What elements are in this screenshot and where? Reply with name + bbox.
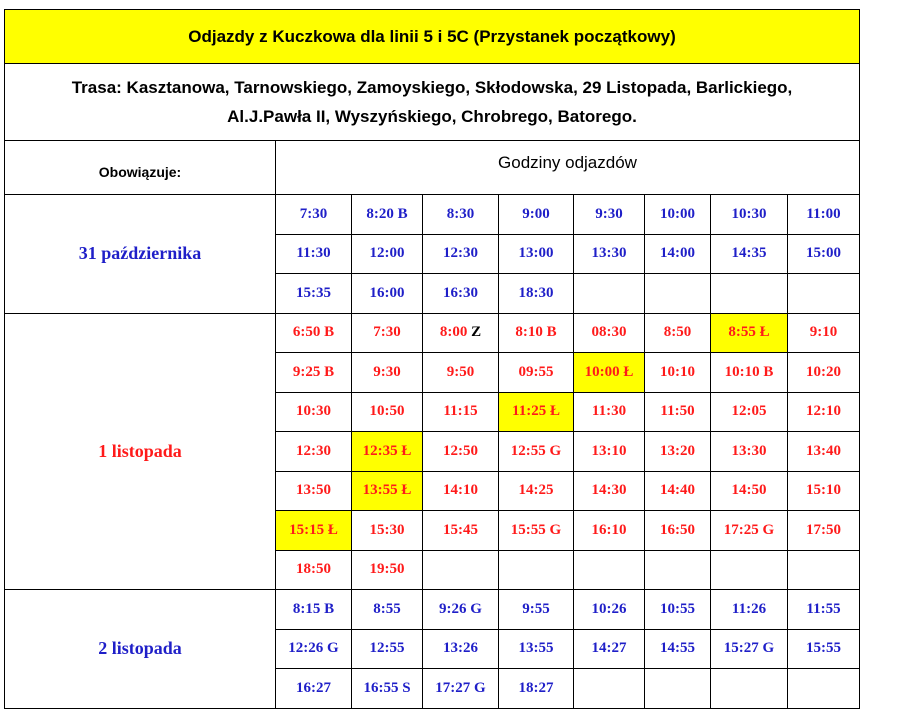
departure-time [352,629,423,669]
empty-cell [499,550,574,590]
departure-time-text: 10:30 [731,205,767,222]
departure-time-text: 14:35 [731,245,767,262]
departure-time-text: 7:30 [299,205,328,222]
timetable [4,9,860,709]
departure-time-text: 14:27 [591,640,627,657]
departure-time [423,669,499,709]
departure-time-text: 11:50 [660,403,695,420]
departure-time [711,234,788,274]
header-row [5,141,860,195]
departure-time-text: 13:55 [518,640,554,657]
departure-row [5,313,860,353]
departure-time [352,471,423,511]
departure-time [423,432,499,472]
departure-time-text: 15:27 G [723,640,775,657]
departure-time-text: 9:00 [522,205,550,222]
departure-time-text: 11:55 [806,600,841,617]
departure-time-text: 14:10 [443,482,478,499]
empty-cell [423,550,499,590]
departure-time-text: 13:10 [591,442,627,459]
departure-time [352,550,423,590]
departure-time [499,669,574,709]
departure-time [423,629,499,669]
departure-time [788,392,860,432]
departure-time [788,234,860,274]
departure-time-text: 9:10 [809,324,838,341]
departure-time [499,590,574,630]
empty-cell [645,669,711,709]
departure-time [423,590,499,630]
departure-time-text: 12:30 [443,245,478,262]
departure-time [574,195,645,235]
departure-time-text: 11:00 [806,205,841,222]
route-row [5,64,860,141]
departure-time-text: 13:50 [296,482,331,499]
departure-time-text: 10:20 [806,363,841,380]
departure-time [574,432,645,472]
departure-time [499,629,574,669]
departure-time-text: 14:40 [660,482,695,499]
departure-time-text: 09:55 [518,363,554,380]
empty-cell [574,274,645,314]
departure-time [788,511,860,551]
departure-time [711,392,788,432]
departure-time [423,511,499,551]
departure-time [352,511,423,551]
departure-time [499,274,574,314]
departure-time [645,353,711,393]
departure-time-text: 14:30 [591,482,627,499]
departure-time [574,590,645,630]
departure-time-text: 18:27 [518,679,554,696]
departure-time [574,353,645,393]
departure-time-text: 19:50 [369,561,405,578]
departure-time [645,392,711,432]
departure-time-text: 9:55 [522,600,550,617]
departure-time-text: 15:45 [443,521,478,538]
departure-time-text: 14:50 [731,482,767,499]
departure-time-text: 10:26 [591,600,627,617]
empty-cell [788,274,860,314]
departure-time [574,511,645,551]
departure-time-text: 17:25 G [723,521,775,538]
departure-time [788,432,860,472]
departure-time [423,234,499,274]
departure-time [574,313,645,353]
departure-time [499,511,574,551]
departure-time [276,274,352,314]
empty-cell [574,669,645,709]
departure-time [645,432,711,472]
departure-time [645,590,711,630]
departure-time-text: 16:27 [296,679,331,696]
departure-time-text: 16:10 [591,521,627,538]
departure-time [711,629,788,669]
departure-time-text: 16:00 [369,284,405,301]
empty-cell [645,274,711,314]
departure-time [423,471,499,511]
departure-time [423,353,499,393]
departure-time [276,195,352,235]
departure-time-text: 08:30 [591,324,627,341]
departure-time-text: 13:40 [806,442,841,459]
departure-time-text: 8:10 B [515,324,557,341]
departure-time-text: 15:55 G [510,521,562,538]
departure-time [276,234,352,274]
validity-header: Obowiązuje: [5,141,276,195]
departure-time [711,353,788,393]
departure-time-text: 8:30 [446,205,475,222]
validity-date: 2 listopada [5,590,276,709]
departure-time [499,471,574,511]
departure-time-text: 11:25 Ł [512,403,560,420]
departure-time-text: 16:30 [443,284,478,301]
departure-time [423,195,499,235]
departure-time [352,669,423,709]
departure-time-text: 12:55 [369,640,405,657]
empty-cell [711,550,788,590]
departure-time [711,313,788,353]
departure-time-text: 12:05 [731,403,767,420]
departure-time [645,313,711,353]
empty-cell [711,274,788,314]
departure-time [276,392,352,432]
departure-time [276,629,352,669]
departure-time-text: 18:30 [518,284,554,301]
departure-time-text: 15:55 [806,640,841,657]
departure-time [352,590,423,630]
departure-time-text: 12:55 G [510,442,562,459]
empty-cell [788,550,860,590]
departure-time [788,590,860,630]
departure-time [645,234,711,274]
departure-time [645,195,711,235]
departure-time [574,471,645,511]
departure-time [423,392,499,432]
departure-time-text: 13:00 [518,245,554,262]
departure-time [276,590,352,630]
departure-time-text: 16:50 [660,521,695,538]
departure-time [499,353,574,393]
departure-time-text: 10:00 Ł [584,363,634,380]
departure-note-letter: Z [471,324,482,341]
departure-time [499,432,574,472]
route-line-2: Al.J.Pawła II, Wyszyńskiego, Chrobrego, Batorego. [227,107,637,126]
departure-time [352,274,423,314]
departure-time-text: 8:00 [439,324,468,341]
departure-time [276,313,352,353]
departure-time [499,313,574,353]
departure-time [276,432,352,472]
departure-time-text: 10:30 [296,403,331,420]
departure-time-text: 10:55 [660,600,695,617]
departure-time-text: 15:00 [806,245,841,262]
departure-time-text: 8:55 [373,600,401,617]
departure-time [352,313,423,353]
departure-time [574,234,645,274]
departure-time [645,629,711,669]
departure-time-text: 9:50 [446,363,475,380]
departure-time-text: 13:55 Ł [362,482,412,499]
departure-time-text: 8:50 [663,324,692,341]
departure-time-text: 9:30 [595,205,623,222]
title-row [5,10,860,64]
departure-time-text: 9:30 [373,363,401,380]
departure-time [711,471,788,511]
departure-time [711,590,788,630]
departure-time [352,432,423,472]
departure-time [276,353,352,393]
departure-time [788,195,860,235]
departure-time-text: 16:55 S [363,679,411,696]
departure-time-text: 10:50 [369,403,405,420]
departure-time-text: 17:50 [806,521,841,538]
departure-time-text: 10:10 [660,363,695,380]
departure-time-text: 12:50 [443,442,478,459]
departure-time-text: 12:26 G [288,640,339,657]
departure-time [423,274,499,314]
departure-time-text: 15:10 [806,482,841,499]
departure-time-text: 10:10 B [724,363,774,380]
departure-time [352,392,423,432]
departure-time [788,471,860,511]
departure-time [352,353,423,393]
departure-time [645,511,711,551]
departure-time-text: 17:27 G [435,679,486,696]
departure-time [574,392,645,432]
empty-cell [645,550,711,590]
departure-time-text: 14:25 [518,482,554,499]
timetable-title: Odjazdy z Kuczkowa dla linii 5 i 5C (Przystanek początkowy) [5,10,860,64]
departure-time-text: 11:15 [443,403,478,420]
departure-row [5,590,860,630]
departure-time-text: 9:26 G [439,600,482,617]
departure-time-text: 15:35 [296,284,331,301]
departure-time [352,195,423,235]
route-description [5,64,860,141]
departure-time [499,392,574,432]
departure-time [711,511,788,551]
departure-time-text: 13:30 [731,442,767,459]
departure-time-text: 12:10 [806,403,841,420]
departure-time-text: 8:20 B [366,205,408,222]
departure-time [574,629,645,669]
departure-time-text: 11:26 [731,600,767,617]
departure-time [711,195,788,235]
route-line-1: Trasa: Kasztanowa, Tarnowskiego, Zamoyskiego, Skłodowska, 29 Listopada, Barlickiego, [71,78,793,97]
departure-time [499,234,574,274]
departure-time-text: 13:30 [591,245,627,262]
departure-time [645,471,711,511]
departure-time-text: 12:35 Ł [362,442,412,459]
departure-time-text: 6:50 B [292,324,335,341]
departure-time [788,353,860,393]
empty-cell [788,669,860,709]
departure-row [5,195,860,235]
timetable-body [5,10,860,709]
departure-time [423,313,499,353]
departure-time-text: 8:55 Ł [728,324,770,341]
departure-time [276,471,352,511]
departure-time [276,669,352,709]
departure-time-text: 15:15 Ł [289,521,338,538]
departure-time-text: 13:20 [660,442,695,459]
departure-time-text: 9:25 B [292,363,335,380]
validity-date: 1 listopada [5,313,276,590]
validity-date: 31 października [5,195,276,314]
departure-time-text: 15:30 [369,521,405,538]
empty-cell [711,669,788,709]
departure-time-text: 10:00 [660,205,695,222]
departure-time [499,195,574,235]
departure-time-text: 11:30 [591,403,627,420]
departure-time-text: 12:00 [369,245,405,262]
departure-hours-header: Godziny odjazdów [276,141,860,195]
empty-cell [574,550,645,590]
departure-time-text: 14:00 [660,245,695,262]
departure-time [276,511,352,551]
departure-time [788,313,860,353]
departure-time-text: 8:15 B [292,600,335,617]
departure-time-text: 7:30 [373,324,401,341]
departure-time [711,432,788,472]
departure-time [276,550,352,590]
departure-time-text: 12:30 [296,442,331,459]
departure-time-text: 13:26 [443,640,478,657]
departure-time-text: 11:30 [296,245,331,262]
departure-time-text: 14:55 [660,640,695,657]
departure-time [788,629,860,669]
departure-time [352,234,423,274]
departure-time-text: 18:50 [296,561,331,578]
